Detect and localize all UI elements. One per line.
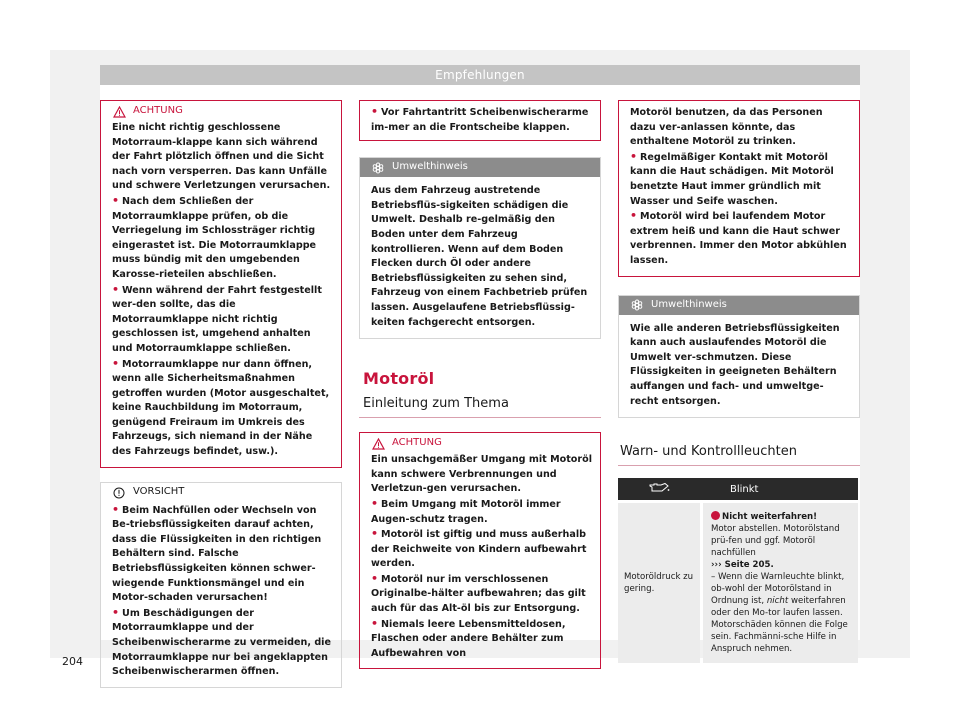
vorsicht-bullet-1: • Beim Nachfüllen oder Wechseln von Be-triebsflüssigkeiten darauf achten, dass die Flüssigkeiten in den richtigen Behältern sind. Falsche Betriebsflüssigkeiten können schwer-wiegende Funktionsmängel und ein Motor-schaden verursachen! bbox=[112, 503, 333, 606]
table-line-2a: – Wenn die Warnleuchte blinkt, ob-wohl der Motorölstand in Ordnung ist, bbox=[711, 572, 845, 607]
table-row-label: Motoröldruck zu gering. bbox=[618, 503, 700, 663]
table-line-1 bbox=[711, 523, 852, 559]
section-subtitle: Einleitung zum Thema bbox=[363, 396, 509, 412]
achtung-bullet-3: • Motorraumklappe nur dann öffnen, wenn alle Sicherheitsmaßnahmen getroffen wurden (Motor ausgeschaltet, keine Rauchbildung im Motorraum, genügend Freiraum im Umkreis des Fahrzeugs, sich niemand in der Nähe des Fahrzeugs befindet, usw.). bbox=[112, 357, 333, 460]
section-title-warnleuchten: Warn- und Kontrollleuchten bbox=[620, 444, 798, 460]
reference-arrow-icon: ››› bbox=[711, 560, 722, 571]
table-line-2 bbox=[711, 571, 852, 655]
table-line-1-text: Motor abstellen. Motorölstand prü-fen und ggf. Motoröl nachfüllen bbox=[711, 524, 840, 559]
info-circle-icon bbox=[113, 487, 133, 499]
wiper-bullet: • Vor Fahrtantritt Scheibenwischerarme im-mer an die Frontscheibe klappen. bbox=[371, 105, 592, 135]
achtung-oil-bullet-2: • Motoröl ist giftig und muss außerhalb der Reichweite von Kindern aufbewahrt werden. bbox=[371, 527, 592, 572]
achtung-oil-intro: Ein unsachgemäßer Umgang mit Motoröl kann schwere Verbrennungen und Verletzun-gen verursachen. bbox=[371, 454, 592, 495]
vorsicht-header bbox=[101, 483, 341, 500]
table-row bbox=[618, 503, 858, 663]
section-title-motoroel: Motoröl bbox=[363, 369, 435, 389]
vorsicht-label: VORSICHT bbox=[133, 486, 185, 498]
umwelt-label-1: Umwelthinweis bbox=[392, 161, 468, 173]
achtung-oil-bullet-3: • Motoröl nur im verschlossenen Originalbe-hälter aufbewahren; das gilt auch für das Alt-öl bis zur Entsorgung. bbox=[371, 572, 592, 617]
achtung-bullet-2: • Wenn während der Fahrt festgestellt wer-den sollte, das die Motorraumklappe nicht richtig geschlossen ist, umgehend anhalten und Motorraumklappe schließen. bbox=[112, 283, 333, 357]
achtung-label: ACHTUNG bbox=[133, 105, 183, 117]
achtung-box-hood bbox=[100, 100, 342, 468]
table-line-2-italic: nicht bbox=[766, 596, 789, 607]
environment-flower-icon bbox=[372, 162, 392, 174]
vorsicht-box bbox=[100, 482, 342, 688]
vorsicht-body bbox=[101, 500, 341, 687]
page-number: 204 bbox=[62, 655, 83, 668]
achtung-oil-body bbox=[360, 450, 600, 668]
umwelt-body-2 bbox=[619, 315, 859, 418]
warning-triangle-icon bbox=[372, 438, 392, 450]
stop-line bbox=[711, 511, 852, 523]
table-header bbox=[618, 478, 858, 500]
stop-icon bbox=[711, 511, 720, 520]
umwelt-text-2: Wie alle anderen Betriebsflüssigkeiten kann auch auslaufendes Motoröl die Umwelt ver-schmutzen. Diese Flüssigkeiten in geeigneten Behältern auffangen und fach- und umweltge-recht entsorgen. bbox=[630, 322, 840, 407]
section-divider bbox=[359, 417, 601, 418]
achtung-box-oil-continued bbox=[618, 100, 860, 277]
umwelt-label-2: Umwelthinweis bbox=[651, 298, 727, 310]
table-header-blinkt: Blinkt bbox=[730, 483, 759, 495]
umwelt-text-1: Aus dem Fahrzeug austretende Betriebsflüs-sigkeiten schädigen die Umwelt. Deshalb re-gelmäßig den Boden unter dem Fahrzeug kontrollieren. Wenn auf dem Boden Flecken durch Öl oder andere Betriebsflüssigkeiten zu sehen sind, Fahrzeug von einem Fachbetrieb prüfen lassen. Ausgelaufene Betriebsflüssig-keiten fachgerecht entsorgen. bbox=[371, 185, 588, 328]
achtung-bullet-1: • Nach dem Schließen der Motorraumklappe prüfen, ob die Verriegelung im Schlossträger richtig eingerastet ist. Die Motorraumklappe muss bündig mit den umgebenden Karosse-rieteilen abschließen. bbox=[112, 194, 333, 283]
achtung-continued-body bbox=[360, 101, 600, 140]
achtung-oil-label: ACHTUNG bbox=[392, 437, 442, 449]
achtung-oil-continued-body bbox=[619, 101, 859, 276]
stop-title: Nicht weiterfahren! bbox=[722, 512, 818, 523]
environment-flower-icon bbox=[631, 299, 651, 311]
column-2 bbox=[359, 100, 601, 669]
oil-continued-bullet-1: • Regelmäßiger Kontakt mit Motoröl kann die Haut schädigen. Mit Motoröl benetzte Haut immer gründlich mit Wasser und Seife waschen. bbox=[630, 150, 851, 209]
umwelt-box-2 bbox=[618, 295, 860, 419]
umwelt-box-1 bbox=[359, 157, 601, 339]
page-reference[interactable]: ››› Seite 205. bbox=[711, 560, 774, 571]
page-background bbox=[50, 50, 910, 678]
achtung-header bbox=[101, 101, 341, 118]
achtung-intro: Eine nicht richtig geschlossene Motorraum-klappe kann sich während der Fahrt plötzlich öffnen und die Sicht nach vorn versperren. Das kann Unfälle und schwere Verletzungen verursachen. bbox=[112, 122, 331, 192]
warning-triangle-icon bbox=[113, 106, 133, 118]
achtung-oil-header bbox=[360, 433, 600, 450]
vorsicht-bullet-2: • Um Beschädigungen der Motorraumklappe und der Scheibenwischerarme zu vermeiden, die Motorraumklappe nur bei angeklappten Scheibenwischerarmen öffnen. bbox=[112, 606, 333, 680]
oil-can-icon bbox=[648, 482, 670, 496]
umwelt-body-1 bbox=[360, 177, 600, 338]
column-3 bbox=[618, 100, 860, 663]
table-line-2b: weiterfahren oder den Mo-tor laufen lassen. Motorschäden können die Folge sein. Fachmänni-sche Hilfe in Anspruch nehmen. bbox=[711, 596, 848, 655]
achtung-box-continued bbox=[359, 100, 601, 141]
header-title: Empfehlungen bbox=[435, 68, 525, 82]
achtung-box-oil bbox=[359, 432, 601, 669]
warn-section-divider bbox=[618, 465, 860, 466]
achtung-oil-bullet-1: • Beim Umgang mit Motoröl immer Augen-schutz tragen. bbox=[371, 497, 592, 527]
table-row-description bbox=[703, 503, 858, 663]
motoroel-section bbox=[359, 369, 601, 411]
table-header-icon-cell bbox=[618, 478, 700, 500]
column-1 bbox=[100, 100, 342, 688]
achtung-oil-bullet-4: • Niemals leere Lebensmitteldosen, Flaschen oder andere Behälter zum Aufbewahren von bbox=[371, 617, 592, 662]
umwelt-header-2 bbox=[619, 296, 859, 315]
oil-continued-intro: Motoröl benutzen, da das Personen dazu ver-anlassen könnte, das enthaltene Motoröl zu trinken. bbox=[630, 107, 823, 148]
page-header bbox=[100, 65, 860, 85]
warning-light-table bbox=[618, 478, 858, 663]
content-sheet bbox=[62, 85, 860, 678]
oil-continued-bullet-2: • Motoröl wird bei laufendem Motor extrem heiß und kann die Haut schwer verbrennen. Immer den Motor abkühlen lassen. bbox=[630, 209, 851, 268]
achtung-body bbox=[101, 118, 341, 467]
umwelt-header-1 bbox=[360, 158, 600, 177]
reference-text: Seite 205 bbox=[724, 560, 771, 571]
